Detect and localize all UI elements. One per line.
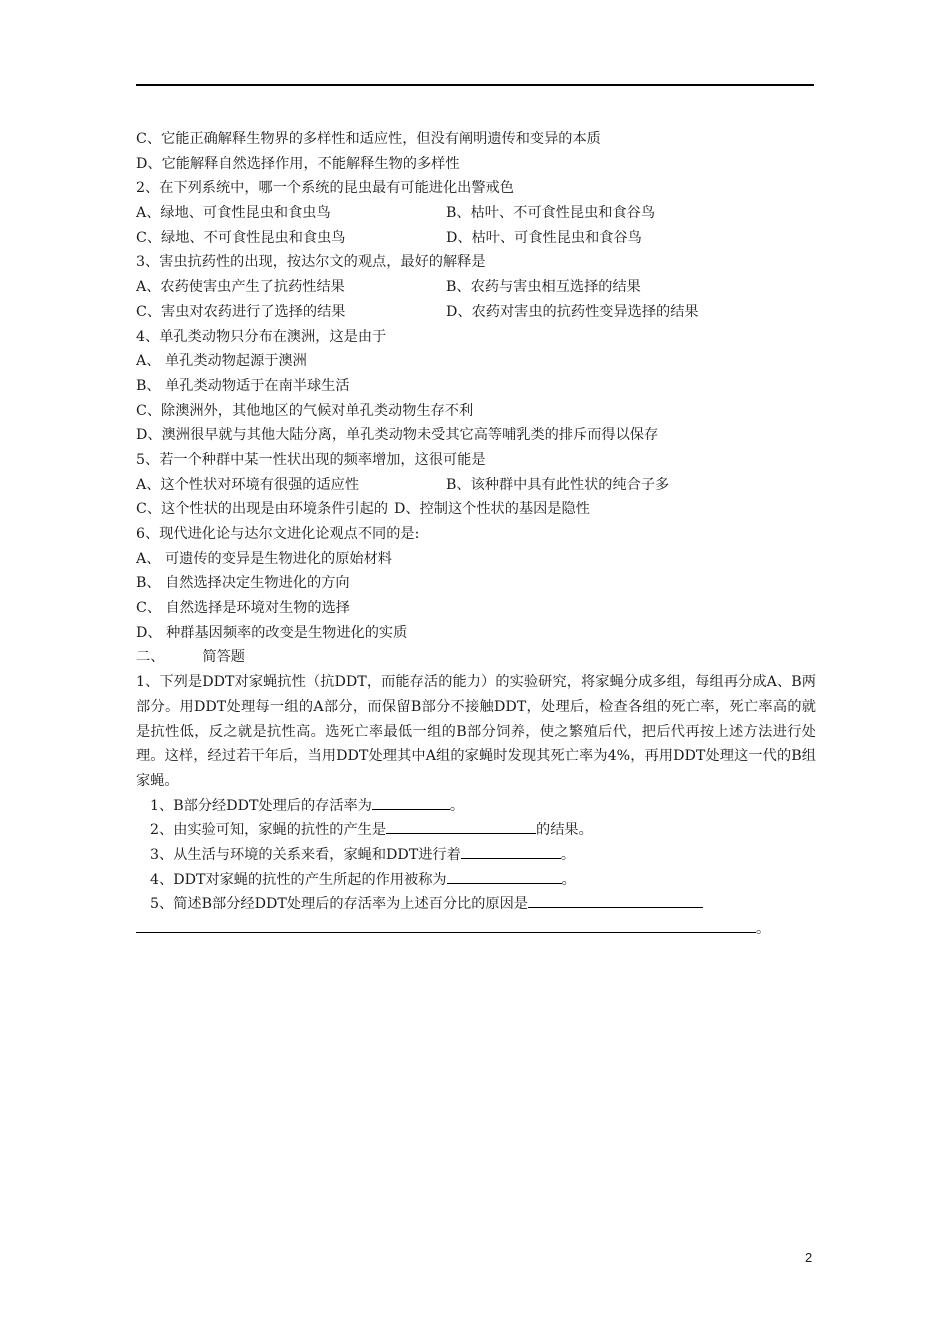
q6-option-c: C、 自然选择是环境对生物的选择 [136,600,350,617]
essay1-sub5-continuation [136,917,816,942]
q4-option-b: B、 单孔类动物适于在南半球生活 [136,377,350,394]
q6-stem: 6、现代进化论与达尔文进化论观点不同的是: [136,526,420,542]
q1-option-d: D、它能解释自然选择作用，不能解释生物的多样性 [136,155,460,172]
sub5-text: 5、简述B部分经DDT处理后的存活率为上述百分比的原因是 [150,896,528,913]
sub2-end: 的结果。 [536,822,593,839]
essay1-sub5 [136,892,816,917]
q5-option-a: A、这个性状对环境有很强的适应性 [136,476,360,493]
document-body [136,127,816,942]
q6-option-b: B、 自然选择决定生物进化的方向 [136,575,350,592]
q4-option-a: A、 单孔类动物起源于澳洲 [136,353,307,370]
q5-options-row1 [136,473,816,498]
page-number: 2 [805,1250,813,1265]
sub3-end: 。 [560,847,576,864]
q3-options-row1 [136,275,816,300]
sub2-text: 2、由实验可知，家蝇的抗性的产生是 [150,822,387,839]
essay1-sub4 [136,868,816,893]
q3-options-row2 [136,300,816,325]
q3-option-b: B、农药与害虫相互选择的结果 [446,279,641,296]
answer-blank-4[interactable] [447,869,562,884]
essay1-sub1 [136,794,816,819]
essay1-intro: 1、下列是DDT对家蝇抗性（抗DDT，而能存活的能力）的实验研究，将家蝇分成多组，每组再分成A、B两部分。用DDT处理每一组的A部分，而保留B部分不接触DDT，处理后，检查各组的死亡率，死亡率高的就是抗性低，反之就是抗性高。选死亡率最低一组的B部分饲养，使之繁殖后代，把后代再按上述方法进行处理。这样，经过若干年后，当用DDT处理其中A组的家蝇时发现其死亡率为4%，再用DDT处理这一代的B组家蝇。 [136,674,816,789]
q2-option-c: C、绿地、不可食性昆虫和食虫鸟 [136,229,346,246]
q5-stem: 5、若一个种群中某一性状出现的频率增加，这很可能是 [136,451,486,468]
q1-option-c: C、它能正确解释生物界的多样性和适应性，但没有阐明遗传和变异的本质 [136,131,601,147]
q6-option-d: D、 种群基因频率的改变是生物进化的实质 [136,624,408,641]
sub4-text: 4、DDT对家蝇的抗性的产生所起的作用被称为 [150,871,447,888]
sub4-end: 。 [561,871,576,888]
sub1-end: 。 [449,797,465,814]
q3-option-c: C、害虫对农药进行了选择的结果 [136,303,346,320]
sub3-text: 3、从生活与环境的关系来看，家蝇和DDT进行着 [150,847,461,864]
q3-option-a: A、农药使害虫产生了抗药性结果 [136,279,345,296]
q2-option-a: A、绿地、可食性昆虫和食虫鸟 [136,205,331,222]
q5-option-d: D、控制这个性状的基因是隐性 [394,501,590,518]
q2-stem: 2、在下列系统中，哪一个系统的昆虫最有可能进化出警戒色 [136,180,514,197]
q5-option-c: C、这个性状的出现是由环境条件引起的 [136,501,389,518]
q5-option-b: B、该种群中具有此性状的纯合子多 [446,476,670,493]
q4-stem: 4、单孔类动物只分布在澳洲，这是由于 [136,328,387,345]
answer-blank-3[interactable] [461,844,561,859]
answer-blank-5b[interactable] [136,918,756,933]
answer-blank-5a[interactable] [528,893,703,908]
sub5-end: 。 [756,921,771,938]
section-title: 简答题 [202,649,245,666]
q2-options-row1 [136,201,816,226]
answer-blank-2[interactable] [386,819,536,834]
q4-option-c: C、除澳洲外，其他地区的气候对单孔类动物生存不利 [136,402,474,419]
q3-stem: 3、害虫抗药性的出现，按达尔文的观点，最好的解释是 [136,254,486,271]
section-heading [136,645,816,670]
q6-option-a: A、 可遗传的变异是生物进化的原始材料 [136,550,392,567]
essay1-sub3 [136,843,816,868]
sub1-text: 1、B部分经DDT处理后的存活率为 [150,797,372,814]
q2-option-b: B、枯叶、不可食性昆虫和食谷鸟 [446,205,656,222]
q2-option-d: D、枯叶、可食性昆虫和食谷鸟 [446,229,642,246]
q4-option-d: D、澳洲很早就与其他大陆分离，单孔类动物未受其它高等哺乳类的排斥而得以保存 [136,427,659,444]
answer-blank-1[interactable] [372,795,450,810]
header-rule [136,84,814,86]
section-number: 二、 [136,649,165,666]
q2-options-row2 [136,226,816,251]
q3-option-d: D、农药对害虫的抗药性变异选择的结果 [446,303,699,320]
essay1-sub2 [136,818,816,843]
q5-options-row2 [136,497,816,522]
